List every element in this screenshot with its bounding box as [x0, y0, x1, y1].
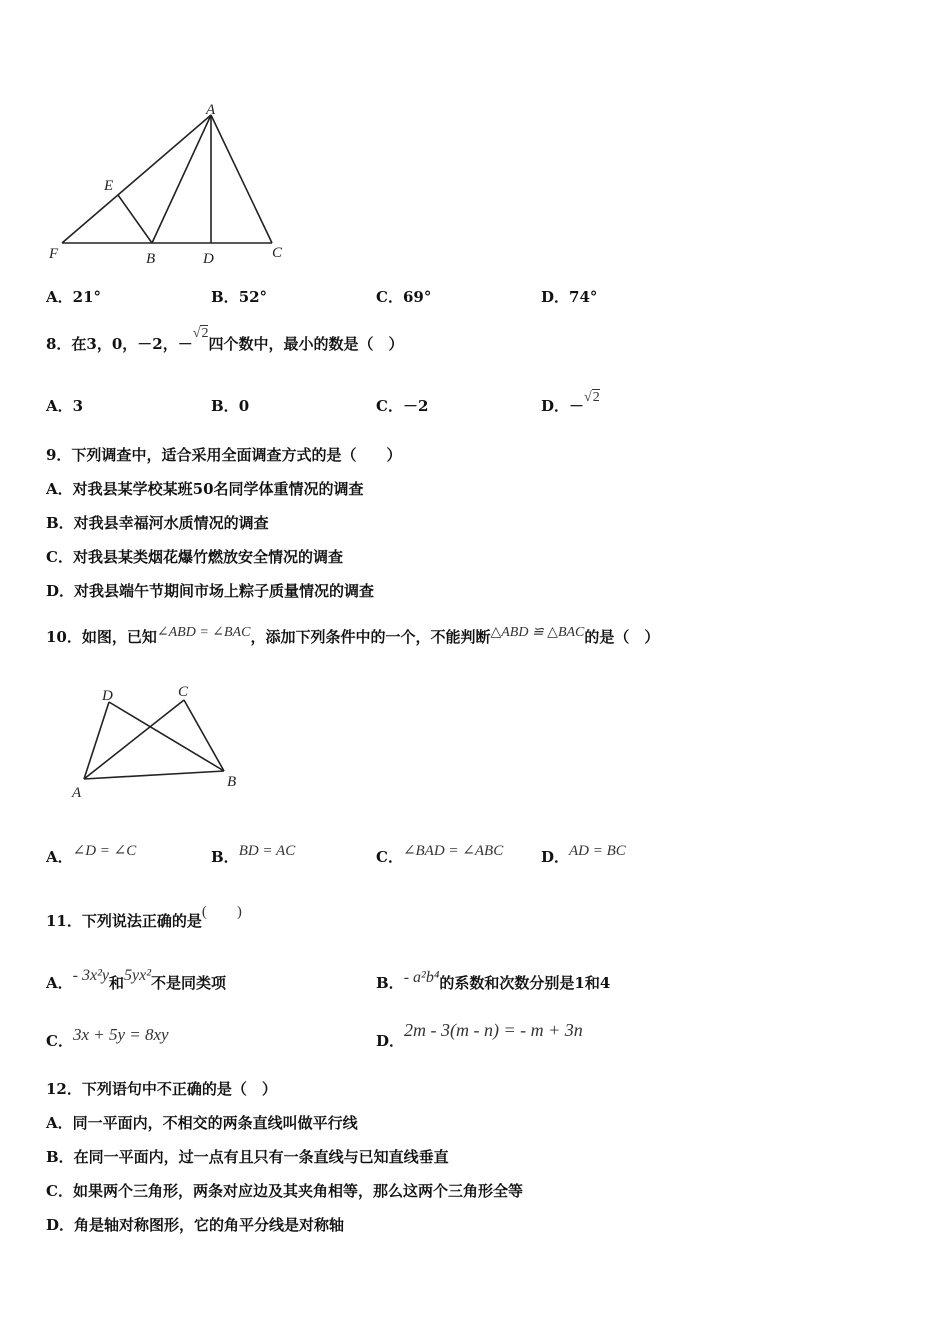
q10-label-b: B: [227, 774, 237, 790]
q7-options: [46, 286, 906, 310]
q10-stem-pre: 10．如图，已知: [46, 628, 157, 646]
q8-option-b[interactable]: B．0: [211, 397, 250, 415]
q7-label-e: E: [104, 178, 114, 194]
q12-option-d[interactable]: D．角是轴对称图形，它的角平分线是对称轴: [46, 1216, 345, 1234]
q10-stem-post: 的是（ ）: [584, 628, 660, 646]
q11-option-c[interactable]: C．3x + 5y = 8xy: [46, 1025, 169, 1050]
q7-label-b: B: [146, 251, 156, 267]
q10-label-c: C: [178, 684, 189, 700]
q10-segment-db: [109, 702, 224, 771]
q12-option-b[interactable]: B．在同一平面内，过一点有且只有一条直线与已知直线垂直: [46, 1148, 449, 1166]
q11-option-d[interactable]: D．2m - 3(m - n) = - m + 3n: [376, 1020, 583, 1050]
q10-option-c[interactable]: C．∠BAD = ∠ABC: [376, 843, 504, 866]
q7-label-a: A: [206, 102, 216, 118]
q10-given-math: ∠ABD = ∠BAC: [156, 625, 251, 640]
q7-segment-fa: [62, 115, 211, 243]
q7-option-c[interactable]: C．69°: [376, 288, 432, 306]
q11-paren: ( ): [201, 904, 242, 920]
q10-stem-mid: ，添加下列条件中的一个，不能判断: [250, 628, 491, 646]
q12-option-c[interactable]: C．如果两个三角形，两条对应边及其夹角相等，那么这两个三角形全等: [46, 1182, 523, 1200]
q7-label-c: C: [272, 245, 283, 261]
q8-option-d-sqrt: √2: [584, 390, 600, 405]
q7-label-f: F: [49, 246, 59, 262]
q10-segment-ab: [84, 771, 224, 779]
q8-options: [46, 390, 906, 419]
q7-option-a[interactable]: A．21°: [46, 288, 102, 306]
q10-options: [46, 843, 906, 870]
q9-option-a[interactable]: A．对我县某学校某班50名同学体重情况的调查: [46, 480, 364, 498]
q10-judge-math: △ABD ≌ △BAC: [490, 625, 585, 640]
q11-option-a[interactable]: A．- 3x²y和5yx²不是同类项: [46, 967, 226, 992]
q8-stem-post: 四个数中，最小的数是（ ）: [208, 335, 404, 353]
q10-segment-ac: [84, 700, 184, 779]
q10-segment-ad: [84, 702, 109, 779]
q7-option-d[interactable]: D．74°: [541, 288, 598, 306]
q7-option-b[interactable]: B．52°: [211, 288, 268, 306]
q8-stem-pre: 8．在3，0，－2，－: [46, 335, 193, 353]
q10-option-d[interactable]: D．AD = BC: [541, 843, 626, 866]
q10-figure: [64, 680, 264, 802]
q8-sqrt: √2: [192, 326, 209, 341]
q10-option-b[interactable]: B．BD = AC: [211, 843, 296, 866]
q11-stem: [46, 904, 242, 931]
q10-stem: [46, 626, 659, 647]
q11-option-b[interactable]: B．- a²b⁴的系数和次数分别是1和4: [376, 969, 611, 992]
q7-segment-eb: [118, 195, 152, 243]
q8-option-d[interactable]: D．－√2: [541, 390, 600, 415]
q7-segment-ab: [152, 115, 211, 243]
q7-figure: [40, 100, 300, 272]
q12-option-a[interactable]: A．同一平面内，不相交的两条直线叫做平行线: [46, 1114, 358, 1132]
q11-stem-text: 11．下列说法正确的是: [46, 912, 202, 930]
q8-option-c[interactable]: C．－2: [376, 397, 429, 415]
q9-option-c[interactable]: C．对我县某类烟花爆竹燃放安全情况的调查: [46, 548, 343, 566]
q8-option-a[interactable]: A．3: [46, 397, 84, 415]
q8-stem: [46, 326, 404, 354]
q10-segment-cb: [184, 700, 224, 771]
q9-option-d[interactable]: D．对我县端午节期间市场上粽子质量情况的调查: [46, 582, 375, 600]
q10-label-d: D: [102, 688, 113, 704]
q10-option-a[interactable]: A．∠D = ∠C: [46, 843, 137, 866]
q9-stem: 9．下列调查中，适合采用全面调查方式的是（ ）: [46, 446, 402, 464]
q7-segment-ac: [211, 115, 272, 243]
q7-label-d: D: [203, 251, 214, 267]
q10-label-a: A: [72, 785, 82, 801]
q12-stem: 12．下列语句中不正确的是（ ）: [46, 1080, 277, 1098]
q9-option-b[interactable]: B．对我县幸福河水质情况的调查: [46, 514, 269, 532]
